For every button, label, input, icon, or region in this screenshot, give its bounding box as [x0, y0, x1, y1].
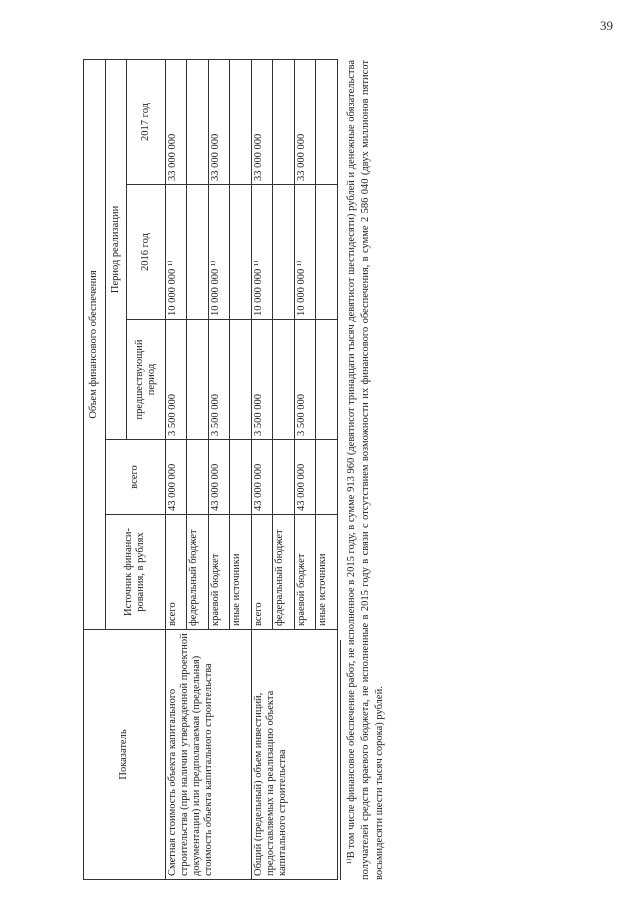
table-row: [165, 59, 187, 879]
y2016-cell: [316, 185, 338, 320]
total-cell: [273, 440, 295, 515]
y2016-cell: 10 000 000 ¹⁾: [251, 185, 273, 320]
prev-cell: [230, 320, 252, 440]
y2016-cell: 10 000 000 ¹⁾: [208, 185, 230, 320]
financing-table: [83, 59, 338, 880]
y2017-cell: [187, 59, 209, 184]
total-cell: [316, 440, 338, 515]
y2016-cell: [273, 185, 295, 320]
indicator-cell: Сметная стоимость объекта капитального строительства (при наличии утвержденной проектной документации) или предполагаемая (предельная) стоимость объекта капитального строительства: [165, 630, 251, 880]
header-previous-period: предшествующий период: [127, 320, 166, 440]
prev-cell: [273, 320, 295, 440]
total-cell: 43 000 000: [165, 440, 187, 515]
header-row-1: [84, 59, 106, 879]
total-cell: 43 000 000: [208, 440, 230, 515]
header-sources: Источник финанси-рования, в рублях: [105, 515, 165, 630]
source-cell: краевой бюджет: [294, 515, 316, 630]
y2016-cell: [230, 185, 252, 320]
source-cell: всего: [165, 515, 187, 630]
page-number: 39: [600, 18, 613, 33]
prev-cell: 3 500 000: [208, 320, 230, 440]
y2017-cell: 33 000 000: [251, 59, 273, 184]
header-period: Период реализации: [105, 59, 127, 439]
source-cell: федеральный бюджет: [273, 515, 295, 630]
header-total: всего: [105, 440, 165, 515]
footnote-block: [340, 60, 400, 880]
table-row: [251, 59, 273, 879]
header-2017: 2017 год: [127, 59, 166, 184]
prev-cell: [187, 320, 209, 440]
footnote-text: ¹⁾В том числе финансовое обеспечение работ, не исполненное в 2015 году, в сумме 913 960 (девятисот тринадцати тысяч девятисот шестидесяти) рублей и денежные обязательства получателей средств краевого бюджета, не исполненные в 2015 году в связи с отсутствием возможности их финансового обеспечения, в сумме 2 586 040 (двух миллионов пятисот восьмидесяти шести тысяч сорока) рублей.: [346, 60, 386, 880]
prev-cell: 3 500 000: [165, 320, 187, 440]
total-cell: 43 000 000: [294, 440, 316, 515]
source-cell: федеральный бюджет: [187, 515, 209, 630]
source-cell: иные источники: [316, 515, 338, 630]
y2017-cell: 33 000 000: [294, 59, 316, 184]
header-financing-volume: Объем финансового обеспечения: [84, 59, 106, 629]
total-cell: 43 000 000: [251, 440, 273, 515]
y2017-cell: [316, 59, 338, 184]
total-cell: [230, 440, 252, 515]
header-2016: 2016 год: [127, 185, 166, 320]
y2016-cell: 10 000 000 ¹⁾: [294, 185, 316, 320]
y2016-cell: [187, 185, 209, 320]
y2017-cell: 33 000 000: [165, 59, 187, 184]
indicator-cell: Общий (предельный) объем инвестиций, предоставляемых на реализацию объекта капитального строительства: [251, 630, 337, 880]
prev-cell: 3 500 000: [294, 320, 316, 440]
footnote-rule: [340, 640, 341, 880]
y2017-cell: 33 000 000: [208, 59, 230, 184]
prev-cell: 3 500 000: [251, 320, 273, 440]
y2017-cell: [273, 59, 295, 184]
source-cell: всего: [251, 515, 273, 630]
header-indicator: Показатель: [84, 630, 166, 880]
y2017-cell: [230, 59, 252, 184]
y2016-cell: 10 000 000 ¹⁾: [165, 185, 187, 320]
source-cell: краевой бюджет: [208, 515, 230, 630]
total-cell: [187, 440, 209, 515]
source-cell: иные источники: [230, 515, 252, 630]
prev-cell: [316, 320, 338, 440]
financing-table-block: [83, 60, 338, 880]
